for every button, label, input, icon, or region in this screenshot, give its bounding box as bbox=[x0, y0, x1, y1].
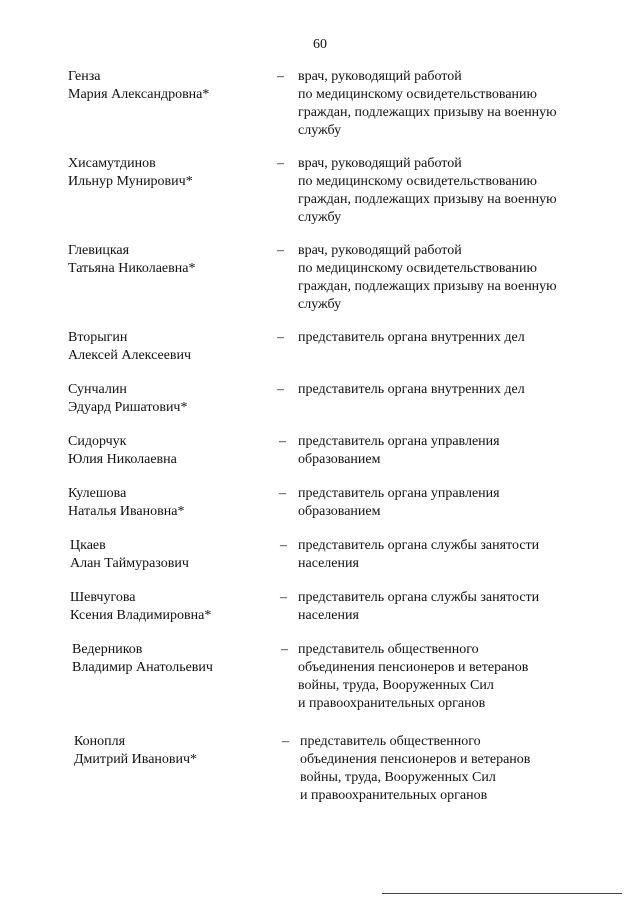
member-role-line: по медицинскому освидетельствованию bbox=[298, 87, 538, 102]
member-role bbox=[298, 68, 598, 140]
member-name-line: Юлия Николаевна bbox=[68, 452, 177, 467]
member-role-line: представитель органа службы занятости bbox=[298, 590, 540, 605]
member-role-line: представитель органа внутренних дел bbox=[298, 330, 525, 345]
dash-separator: – bbox=[280, 538, 287, 553]
member-role-line: и правоохранительных органов bbox=[300, 788, 488, 803]
member-name bbox=[68, 155, 268, 191]
member-name-line: Шевчугова bbox=[70, 590, 136, 605]
member-name bbox=[68, 485, 268, 521]
member-role bbox=[298, 589, 598, 625]
member-name-line: Цкаев bbox=[70, 538, 106, 553]
member-role-line: по медицинскому освидетельствованию bbox=[298, 261, 538, 276]
member-role-line: врач, руководящий работой bbox=[298, 69, 462, 84]
member-name-line: Генза bbox=[68, 69, 101, 84]
member-name bbox=[68, 68, 268, 104]
member-name-line: Хисамутдинов bbox=[68, 156, 156, 171]
member-role-line: службу bbox=[298, 123, 342, 138]
member-name bbox=[68, 329, 268, 365]
member-role bbox=[298, 485, 598, 521]
member-role-line: представитель общественного bbox=[300, 734, 481, 749]
member-role bbox=[298, 155, 598, 227]
member-name-line: Наталья Ивановна* bbox=[68, 504, 185, 519]
member-role-line: образованием bbox=[298, 504, 381, 519]
member-role bbox=[298, 641, 598, 713]
member-name-line: Дмитрий Иванович* bbox=[74, 752, 198, 767]
dash-separator: – bbox=[279, 486, 286, 501]
member-name-line: Конопля bbox=[74, 734, 126, 749]
member-role-line: службу bbox=[298, 210, 342, 225]
member-role-line: образованием bbox=[298, 452, 381, 467]
member-name bbox=[68, 381, 268, 417]
dash-separator: – bbox=[277, 69, 284, 84]
member-role-line: войны, труда, Вооруженных Сил bbox=[298, 678, 494, 693]
member-role bbox=[298, 537, 598, 573]
member-role-line: граждан, подлежащих призыву на военную bbox=[298, 192, 557, 207]
member-role-line: представитель органа службы занятости bbox=[298, 538, 540, 553]
member-role-line: граждан, подлежащих призыву на военную bbox=[298, 279, 557, 294]
member-name bbox=[72, 641, 272, 677]
member-role-line: населения bbox=[298, 608, 359, 623]
member-name-line: Вторыгин bbox=[68, 330, 128, 345]
member-role-line: войны, труда, Вооруженных Сил bbox=[300, 770, 496, 785]
member-role bbox=[298, 433, 598, 469]
member-name-line: Мария Александровна* bbox=[68, 87, 210, 102]
member-role-line: объединения пенсионеров и ветеранов bbox=[298, 660, 529, 675]
member-name-line: Алексей Алексеевич bbox=[68, 348, 192, 363]
member-role-line: службу bbox=[298, 297, 342, 312]
member-role bbox=[300, 733, 600, 805]
member-name-line: Кулешова bbox=[68, 486, 127, 501]
member-name-line: Сунчалин bbox=[68, 382, 127, 397]
member-name bbox=[68, 242, 268, 278]
member-name-line: Ведерников bbox=[72, 642, 143, 657]
member-role-line: населения bbox=[298, 556, 359, 571]
member-role-line: граждан, подлежащих призыву на военную bbox=[298, 105, 557, 120]
member-role-line: и правоохранительных органов bbox=[298, 696, 486, 711]
member-name-line: Татьяна Николаевна* bbox=[68, 261, 196, 276]
member-name bbox=[74, 733, 274, 769]
dash-separator: – bbox=[277, 243, 284, 258]
dash-separator: – bbox=[277, 382, 284, 397]
member-name-line: Эдуард Ришатович* bbox=[68, 400, 188, 415]
member-name-line: Ильнур Мунирович* bbox=[68, 174, 193, 189]
dash-separator: – bbox=[277, 330, 284, 345]
member-name-line: Сидорчук bbox=[68, 434, 127, 449]
member-role bbox=[298, 329, 598, 347]
dash-separator: – bbox=[282, 734, 289, 749]
member-name-line: Ксения Владимировна* bbox=[70, 608, 212, 623]
member-role-line: врач, руководящий работой bbox=[298, 243, 462, 258]
dash-separator: – bbox=[277, 156, 284, 171]
member-role bbox=[298, 242, 598, 314]
member-role-line: представитель общественного bbox=[298, 642, 479, 657]
member-name-line: Глевицкая bbox=[68, 243, 130, 258]
member-role-line: представитель органа внутренних дел bbox=[298, 382, 525, 397]
member-role-line: представитель органа управления bbox=[298, 486, 500, 501]
member-role-line: по медицинскому освидетельствованию bbox=[298, 174, 538, 189]
dash-separator: – bbox=[280, 590, 287, 605]
dash-separator: – bbox=[279, 434, 286, 449]
page-number: 60 bbox=[313, 37, 327, 52]
footer-rule bbox=[382, 893, 622, 894]
member-name-line: Владимир Анатольевич bbox=[72, 660, 213, 675]
member-name-line: Алан Таймуразович bbox=[70, 556, 189, 571]
member-name bbox=[68, 433, 268, 469]
member-role bbox=[298, 381, 598, 399]
member-role-line: объединения пенсионеров и ветеранов bbox=[300, 752, 531, 767]
dash-separator: – bbox=[281, 642, 288, 657]
member-role-line: врач, руководящий работой bbox=[298, 156, 462, 171]
member-role-line: представитель органа управления bbox=[298, 434, 500, 449]
member-name bbox=[70, 589, 270, 625]
member-name bbox=[70, 537, 270, 573]
